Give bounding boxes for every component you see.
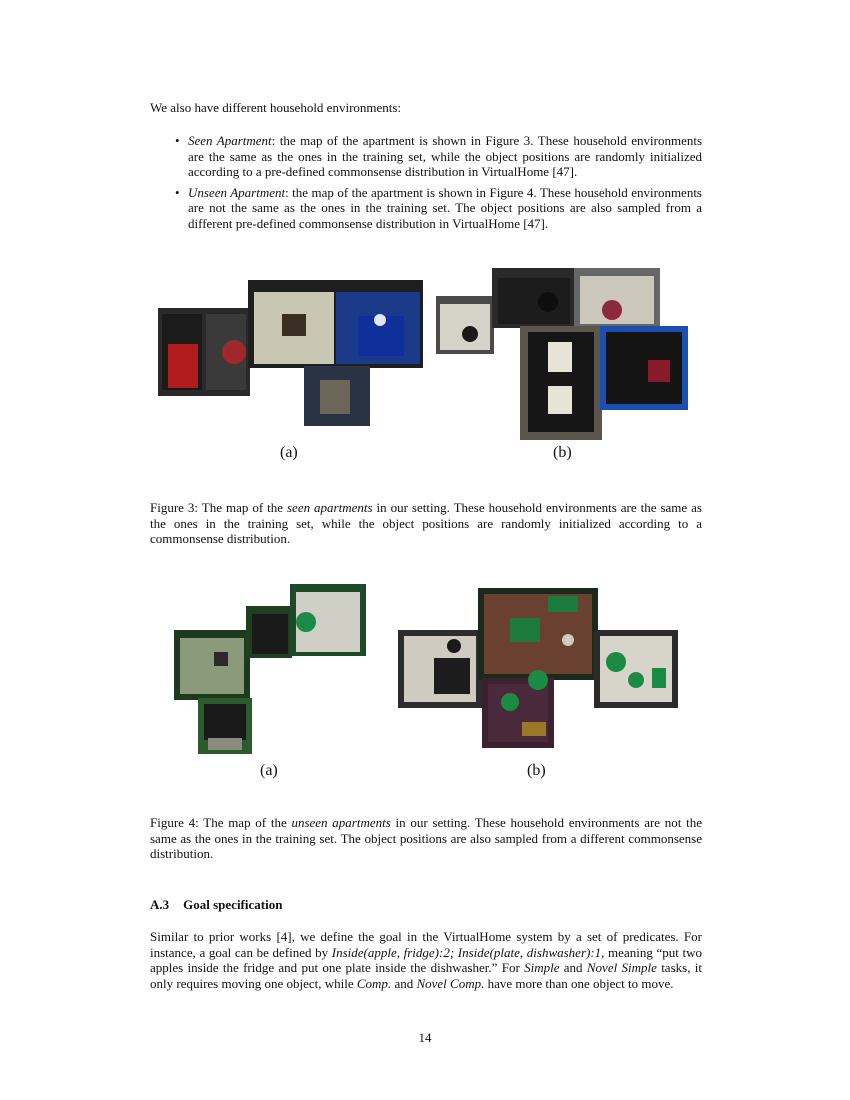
goal-paragraph: [150, 929, 702, 991]
paragraph-text: and: [559, 960, 587, 976]
figure3a-map-image: [158, 280, 423, 426]
list-item: [188, 133, 702, 180]
caption-text: in our setting. These household environments are not the same as the ones in the training set. The object positions are also sampled from a different commonsense distribution.: [150, 815, 702, 862]
paragraph-text: , meaning “put two apples inside the fridge and put one plate inside the dishwasher.” For: [150, 944, 702, 976]
figure4a-map-image: [174, 582, 366, 754]
intro-text: We also have different household environments:: [150, 100, 402, 115]
caption-emphasis: seen apartments: [286, 500, 373, 515]
list-item: [188, 185, 702, 232]
figure3-caption: [150, 500, 702, 547]
environment-list: [188, 133, 702, 237]
paragraph-text: tasks, it only requires moving one object, while: [150, 960, 702, 991]
bullet-term: Unseen Apartment: [188, 184, 286, 200]
paragraph-emphasis: Novel Comp.: [416, 975, 485, 991]
paragraph-text: and: [391, 975, 417, 991]
section-title: Goal specification: [183, 897, 283, 912]
caption-text: in our setting. These household environments are the same as the ones in the training set, while the object positions are randomly initialized according to a commonsense distribution.: [150, 500, 702, 547]
figure4b-map-image: [398, 588, 678, 748]
section-heading: [150, 897, 282, 913]
paragraph-text: Similar to prior works [4], we define the goal in the VirtualHome system by a set of predicates. For instance, a goal can be defined by: [150, 929, 702, 960]
caption-text: Figure 4: The map of the: [150, 815, 292, 830]
figure3-label-a: (a): [280, 444, 298, 461]
caption-emphasis: unseen apartments: [291, 815, 391, 830]
figure3b-map-image: [436, 268, 688, 440]
bullet-text: : the map of the apartment is shown in Figure 3. These household environments are the same as the ones in the training set, while the object positions are randomly initialized according to a pre-defined commonsense distribution in VirtualHome [47].: [188, 133, 703, 180]
paragraph-emphasis: Comp.: [356, 975, 392, 991]
bullet-term: Seen Apartment: [188, 133, 272, 148]
section-number: A.3: [150, 897, 170, 912]
figure4-label-a: (a): [260, 762, 278, 779]
figure3-label-b: (b): [553, 444, 572, 461]
figure4-label-b: (b): [527, 762, 546, 779]
figure4-caption: [150, 815, 702, 862]
caption-text: Figure 3: The map of the: [150, 500, 287, 515]
page-number: 14: [418, 1030, 432, 1045]
paragraph-text: have more than one object to move.: [484, 975, 674, 991]
paragraph-emphasis: Novel Simple: [586, 960, 657, 976]
paragraph-emphasis: Inside(apple, fridge):2; Inside(plate, dishwasher):1: [331, 944, 602, 960]
paragraph-emphasis: Simple: [524, 960, 560, 976]
bullet-text: : the map of the apartment is shown in Figure 4. These household environments are not the same as the ones in the training set. The object positions are also sampled from a different pre-defined commonsense distribution in VirtualHome [47].: [188, 184, 702, 231]
